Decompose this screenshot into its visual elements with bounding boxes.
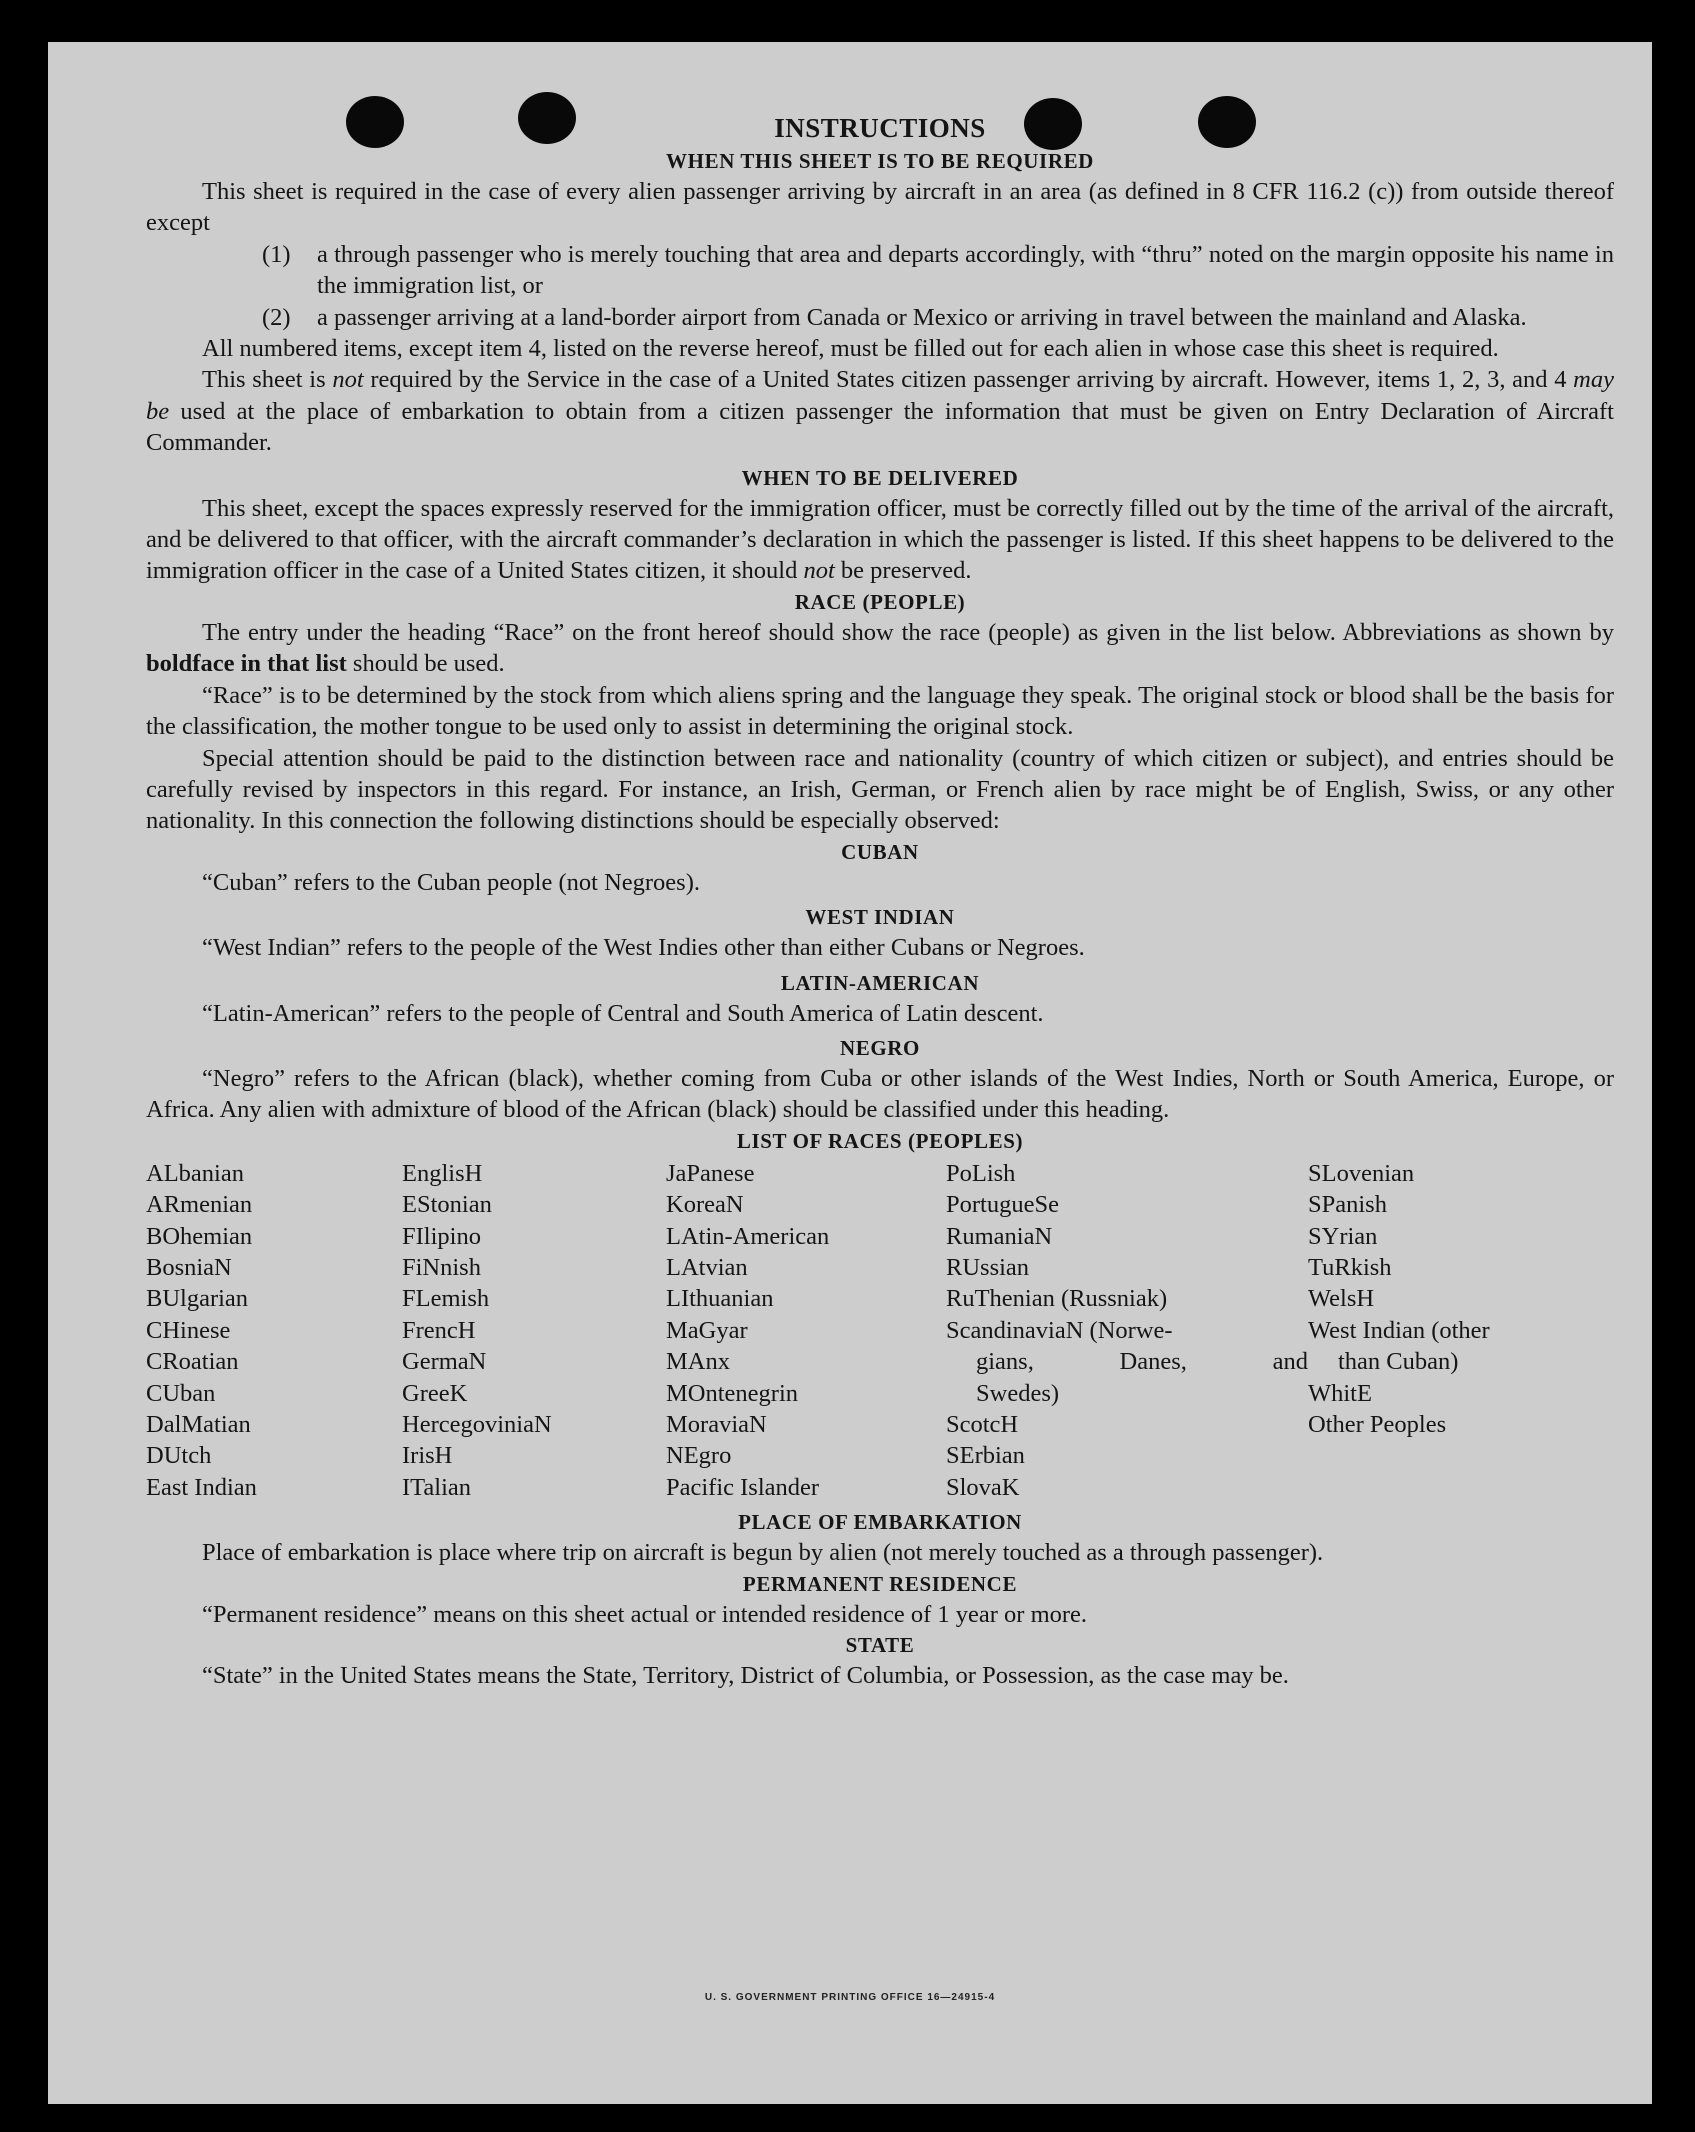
instructions-body xyxy=(146,110,1614,1691)
state-paragraph: “State” in the United States means the State, Territory, District of Columbia, or Possession, as the case may be. xyxy=(202,1662,1289,1690)
race-item: DalMatian xyxy=(146,1411,251,1438)
race-item-continued: gians, Danes, and xyxy=(976,1348,1308,1376)
race-item: SPanish xyxy=(1308,1191,1387,1219)
race-item: LAtin-American xyxy=(666,1222,830,1250)
heading-when-required: WHEN THIS SHEET IS TO BE REQUIRED xyxy=(666,149,1094,173)
heading-race: RACE (PEOPLE) xyxy=(794,589,966,614)
citizen-paragraph: This sheet is not required by the Service in the case of a United States citizen passenger arriving by aircraft. However, items 1, 2, 3, and 4 may be used at the place of embarkation to obtain from a citizen passenger the information that must be given on Entry Declaration of Aircraft Commander. xyxy=(146,366,1614,457)
race-item: ITalian xyxy=(402,1473,472,1501)
race-item: RUssian xyxy=(946,1253,1030,1281)
race-item: SlovaK xyxy=(946,1473,1020,1501)
numbered-items-paragraph: All numbered items, except item 4, listed on the reverse hereof, must be filled out for each alien in whose case this sheet is required. xyxy=(202,335,1499,363)
race-item: CHinese xyxy=(146,1316,231,1344)
heading-state: STATE xyxy=(845,1633,915,1658)
race-item: SLovenian xyxy=(1308,1159,1415,1187)
race-item: MAnx xyxy=(666,1348,730,1376)
exception-item-1 xyxy=(146,239,1614,302)
races-column-2 xyxy=(402,1158,666,1503)
race-item: ScandinaviaN (Norwe- xyxy=(946,1316,1173,1344)
race-item: ScotcH xyxy=(946,1411,1019,1438)
race-item: BosniaN xyxy=(146,1253,232,1281)
race-item: FLemish xyxy=(402,1285,490,1313)
exception-item-2 xyxy=(146,302,1614,333)
race-item-continued: Swedes) xyxy=(976,1379,1060,1407)
race-item: Other Peoples xyxy=(1308,1411,1447,1438)
cuban-paragraph: “Cuban” refers to the Cuban people (not Negroes). xyxy=(202,868,700,896)
when-required-intro: This sheet is required in the case of every alien passenger arriving by aircraft in an area (as defined in 8 CFR 116.2 (c)) from outside thereof except xyxy=(146,178,1614,237)
race-item: GermaN xyxy=(402,1348,487,1376)
race-item: Pacific Islander xyxy=(666,1473,820,1501)
race-paragraph-3: Special attention should be paid to the distinction between race and nationality (country of which citizen or subject), and entries should be carefully revised by inspectors in this regard. For instance, an Irish, German, or French alien by race might be of English, Swiss, or any other nationality. In this connection the following distinctions should be especially observed: xyxy=(146,744,1614,835)
race-item: DUtch xyxy=(146,1442,212,1470)
heading-west-indian: WEST INDIAN xyxy=(805,905,955,930)
embarkation-paragraph: Place of embarkation is place where trip on aircraft is begun by alien (not merely touched as a through passenger). xyxy=(202,1539,1324,1567)
race-item: ALbanian xyxy=(146,1159,244,1187)
document-sheet xyxy=(48,42,1652,2104)
race-item: SYrian xyxy=(1308,1222,1378,1250)
printing-office-footer: U. S. GOVERNMENT PRINTING OFFICE 16—24915-4 xyxy=(704,1992,996,2003)
when-delivered-paragraph: This sheet, except the spaces expressly reserved for the immigration officer, must be correctly filled out by the time of the arrival of the aircraft, and be delivered to that officer, with the aircraft commander’s declaration in which the passenger is listed. If this sheet happens to be delivered to the immigration officer in the case of a United States citizen, it should not be preserved. xyxy=(146,494,1614,585)
races-column-3 xyxy=(666,1158,946,1503)
item-text: a through passenger who is merely touching that area and departs accordingly, with “thru” noted on the margin opposite his name in the immigration list, or xyxy=(317,240,1614,300)
race-item: HercegoviniaN xyxy=(402,1411,552,1438)
heading-embarkation: PLACE OF EMBARKATION xyxy=(738,1510,1022,1535)
races-list xyxy=(146,1158,1614,1503)
race-item: FIlipino xyxy=(402,1222,481,1250)
race-item: IrisH xyxy=(402,1442,453,1470)
heading-latin-american: LATIN-AMERICAN xyxy=(780,970,980,995)
heading-list-of-races: LIST OF RACES (PEOPLES) xyxy=(736,1128,1024,1153)
race-item: SErbian xyxy=(946,1442,1025,1470)
race-item: LAtvian xyxy=(666,1253,748,1281)
race-item: GreeK xyxy=(402,1379,468,1407)
race-item: CUban xyxy=(146,1379,216,1407)
race-item: WhitE xyxy=(1308,1379,1372,1407)
race-item: EnglisH xyxy=(402,1159,483,1187)
heading-negro: NEGRO xyxy=(839,1035,920,1060)
race-item: BOhemian xyxy=(146,1222,253,1250)
races-column-1 xyxy=(146,1158,402,1503)
heading-when-delivered: WHEN TO BE DELIVERED xyxy=(741,465,1019,490)
race-item: TuRkish xyxy=(1308,1253,1392,1281)
item-text: a passenger arriving at a land-border airport from Canada or Mexico or arriving in travel between the mainland and Alaska. xyxy=(317,303,1527,331)
race-item: PortugueSe xyxy=(946,1191,1059,1219)
heading-permanent-residence: PERMANENT RESIDENCE xyxy=(742,1571,1018,1596)
race-item: JaPanese xyxy=(666,1159,755,1187)
race-item: East Indian xyxy=(146,1473,257,1501)
latin-american-paragraph: “Latin-American” refers to the people of Central and South America of Latin descent. xyxy=(202,999,1044,1027)
race-item: MoraviaN xyxy=(666,1411,767,1438)
race-item: KoreaN xyxy=(666,1191,744,1219)
race-item: MaGyar xyxy=(666,1316,748,1344)
race-item-continued: than Cuban) xyxy=(1338,1348,1459,1376)
race-item: FrencH xyxy=(402,1316,476,1344)
race-item: EStonian xyxy=(402,1191,492,1219)
race-item: RuThenian (Russniak) xyxy=(946,1285,1168,1313)
residence-paragraph: “Permanent residence” means on this sheet actual or intended residence of 1 year or more. xyxy=(202,1600,1088,1628)
west-indian-paragraph: “West Indian” refers to the people of the West Indies other than either Cubans or Negroes. xyxy=(202,934,1085,962)
race-paragraph-1: The entry under the heading “Race” on the front hereof should show the race (people) as given in the list below. Abbreviations as shown by boldface in that list should be used. xyxy=(146,618,1614,678)
negro-paragraph: “Negro” refers to the African (black), whether coming from Cuba or other islands of the West Indies, North or South America, Europe, or Africa. Any alien with admixture of blood of the African (black) should be classified under this heading. xyxy=(146,1064,1614,1124)
item-number: (2) xyxy=(262,303,291,331)
race-item: CRoatian xyxy=(146,1348,239,1376)
page-title: INSTRUCTIONS xyxy=(774,113,986,143)
races-column-4 xyxy=(946,1158,1308,1503)
race-item: WelsH xyxy=(1308,1285,1375,1313)
race-paragraph-2: “Race” is to be determined by the stock from which aliens spring and the language they speak. The original stock or blood shall be the basis for the classification, the mother tongue to be used only to assist in determining the original stock. xyxy=(146,681,1614,741)
race-item: FiNnish xyxy=(402,1253,481,1281)
race-item: PoLish xyxy=(946,1159,1016,1187)
race-item: ARmenian xyxy=(146,1191,253,1219)
item-number: (1) xyxy=(262,240,291,268)
race-item: RumaniaN xyxy=(946,1222,1053,1250)
heading-cuban: CUBAN xyxy=(841,839,919,864)
race-item: BUlgarian xyxy=(146,1285,249,1313)
race-item: West Indian (other xyxy=(1308,1316,1490,1344)
race-item: LIthuanian xyxy=(666,1285,774,1313)
race-item: NEgro xyxy=(666,1442,732,1470)
races-column-5 xyxy=(1308,1158,1614,1503)
race-item: MOntenegrin xyxy=(666,1379,798,1407)
